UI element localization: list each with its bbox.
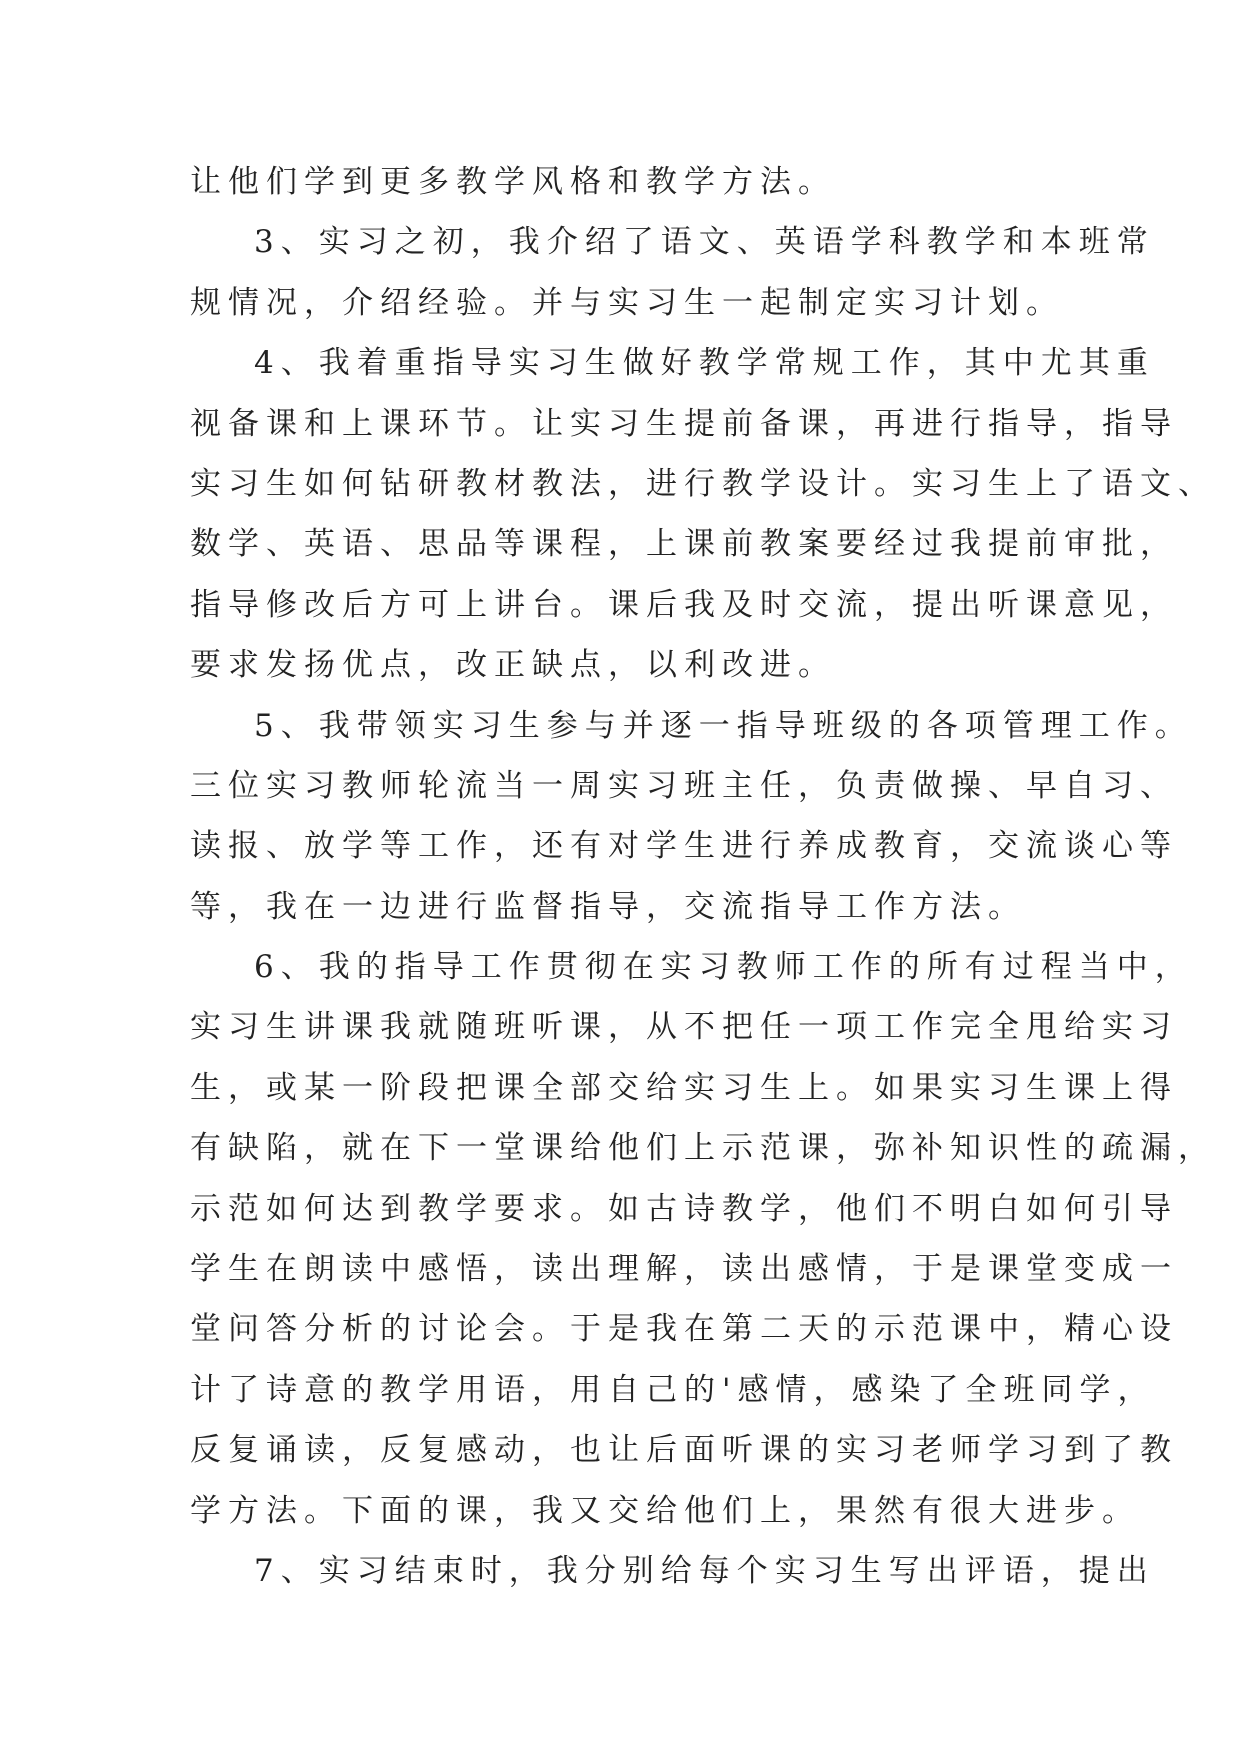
text-line: 示范如何达到教学要求。如古诗教学，他们不明白如何引导 — [190, 1190, 1178, 1227]
text-line: 3、实习之初，我介绍了语文、英语学科教学和本班常 — [254, 224, 1155, 261]
text-line: 让他们学到更多教学风格和教学方法。 — [190, 164, 836, 200]
text-line: 4、我着重指导实习生做好教学常规工作，其中尤其重 — [254, 345, 1155, 382]
text-line: 实习生讲课我就随班听课，从不把任一项工作完全甩给实习 — [190, 1009, 1178, 1046]
text-line: 7、实习结束时，我分别给每个实习生写出评语，提出 — [254, 1552, 1155, 1589]
text-line: 有缺陷，就在下一堂课给他们上示范课，弥补知识性的疏漏， — [190, 1130, 1216, 1167]
text-line: 6、我的指导工作贯彻在实习教师工作的所有过程当中， — [254, 949, 1193, 986]
text-line: 指导修改后方可上讲台。课后我及时交流，提出听课意见， — [190, 586, 1178, 623]
text-line: 数学、英语、思品等课程，上课前教案要经过我提前审批， — [190, 526, 1178, 563]
text-line: 反复诵读，反复感动，也让后面听课的实习老师学习到了教 — [190, 1432, 1178, 1469]
body-text — [190, 152, 1216, 1601]
text-line: 学生在朗读中感悟，读出理解，读出感情，于是课堂变成一 — [190, 1251, 1178, 1288]
text-line: 学方法。下面的课，我又交给他们上，果然有很大进步。 — [190, 1492, 1140, 1529]
text-line: 要求发扬优点，改正缺点，以利改进。 — [190, 647, 836, 684]
text-line: 三位实习教师轮流当一周实习班主任，负责做操、早自习、 — [190, 767, 1178, 804]
text-line: 实习生如何钻研教材教法，进行教学设计。实习生上了语文、 — [190, 465, 1216, 502]
text-line: 计了诗意的教学用语，用自己的'感情，感染了全班同学， — [190, 1371, 1156, 1408]
text-line: 规情况，介绍经验。并与实习生一起制定实习计划。 — [190, 284, 1064, 321]
text-line: 视备课和上课环节。让实习生提前备课，再进行指导，指导 — [190, 405, 1178, 442]
text-line: 读报、放学等工作，还有对学生进行养成教育，交流谈心等 — [190, 828, 1178, 865]
text-line: 堂问答分析的讨论会。于是我在第二天的示范课中，精心设 — [190, 1311, 1178, 1348]
text-line: 生，或某一阶段把课全部交给实习生上。如果实习生课上得 — [190, 1069, 1178, 1106]
text-line: 5、我带领实习生参与并逐一指导班级的各项管理工作。 — [254, 707, 1193, 744]
text-line: 等，我在一边进行监督指导，交流指导工作方法。 — [190, 888, 1026, 925]
